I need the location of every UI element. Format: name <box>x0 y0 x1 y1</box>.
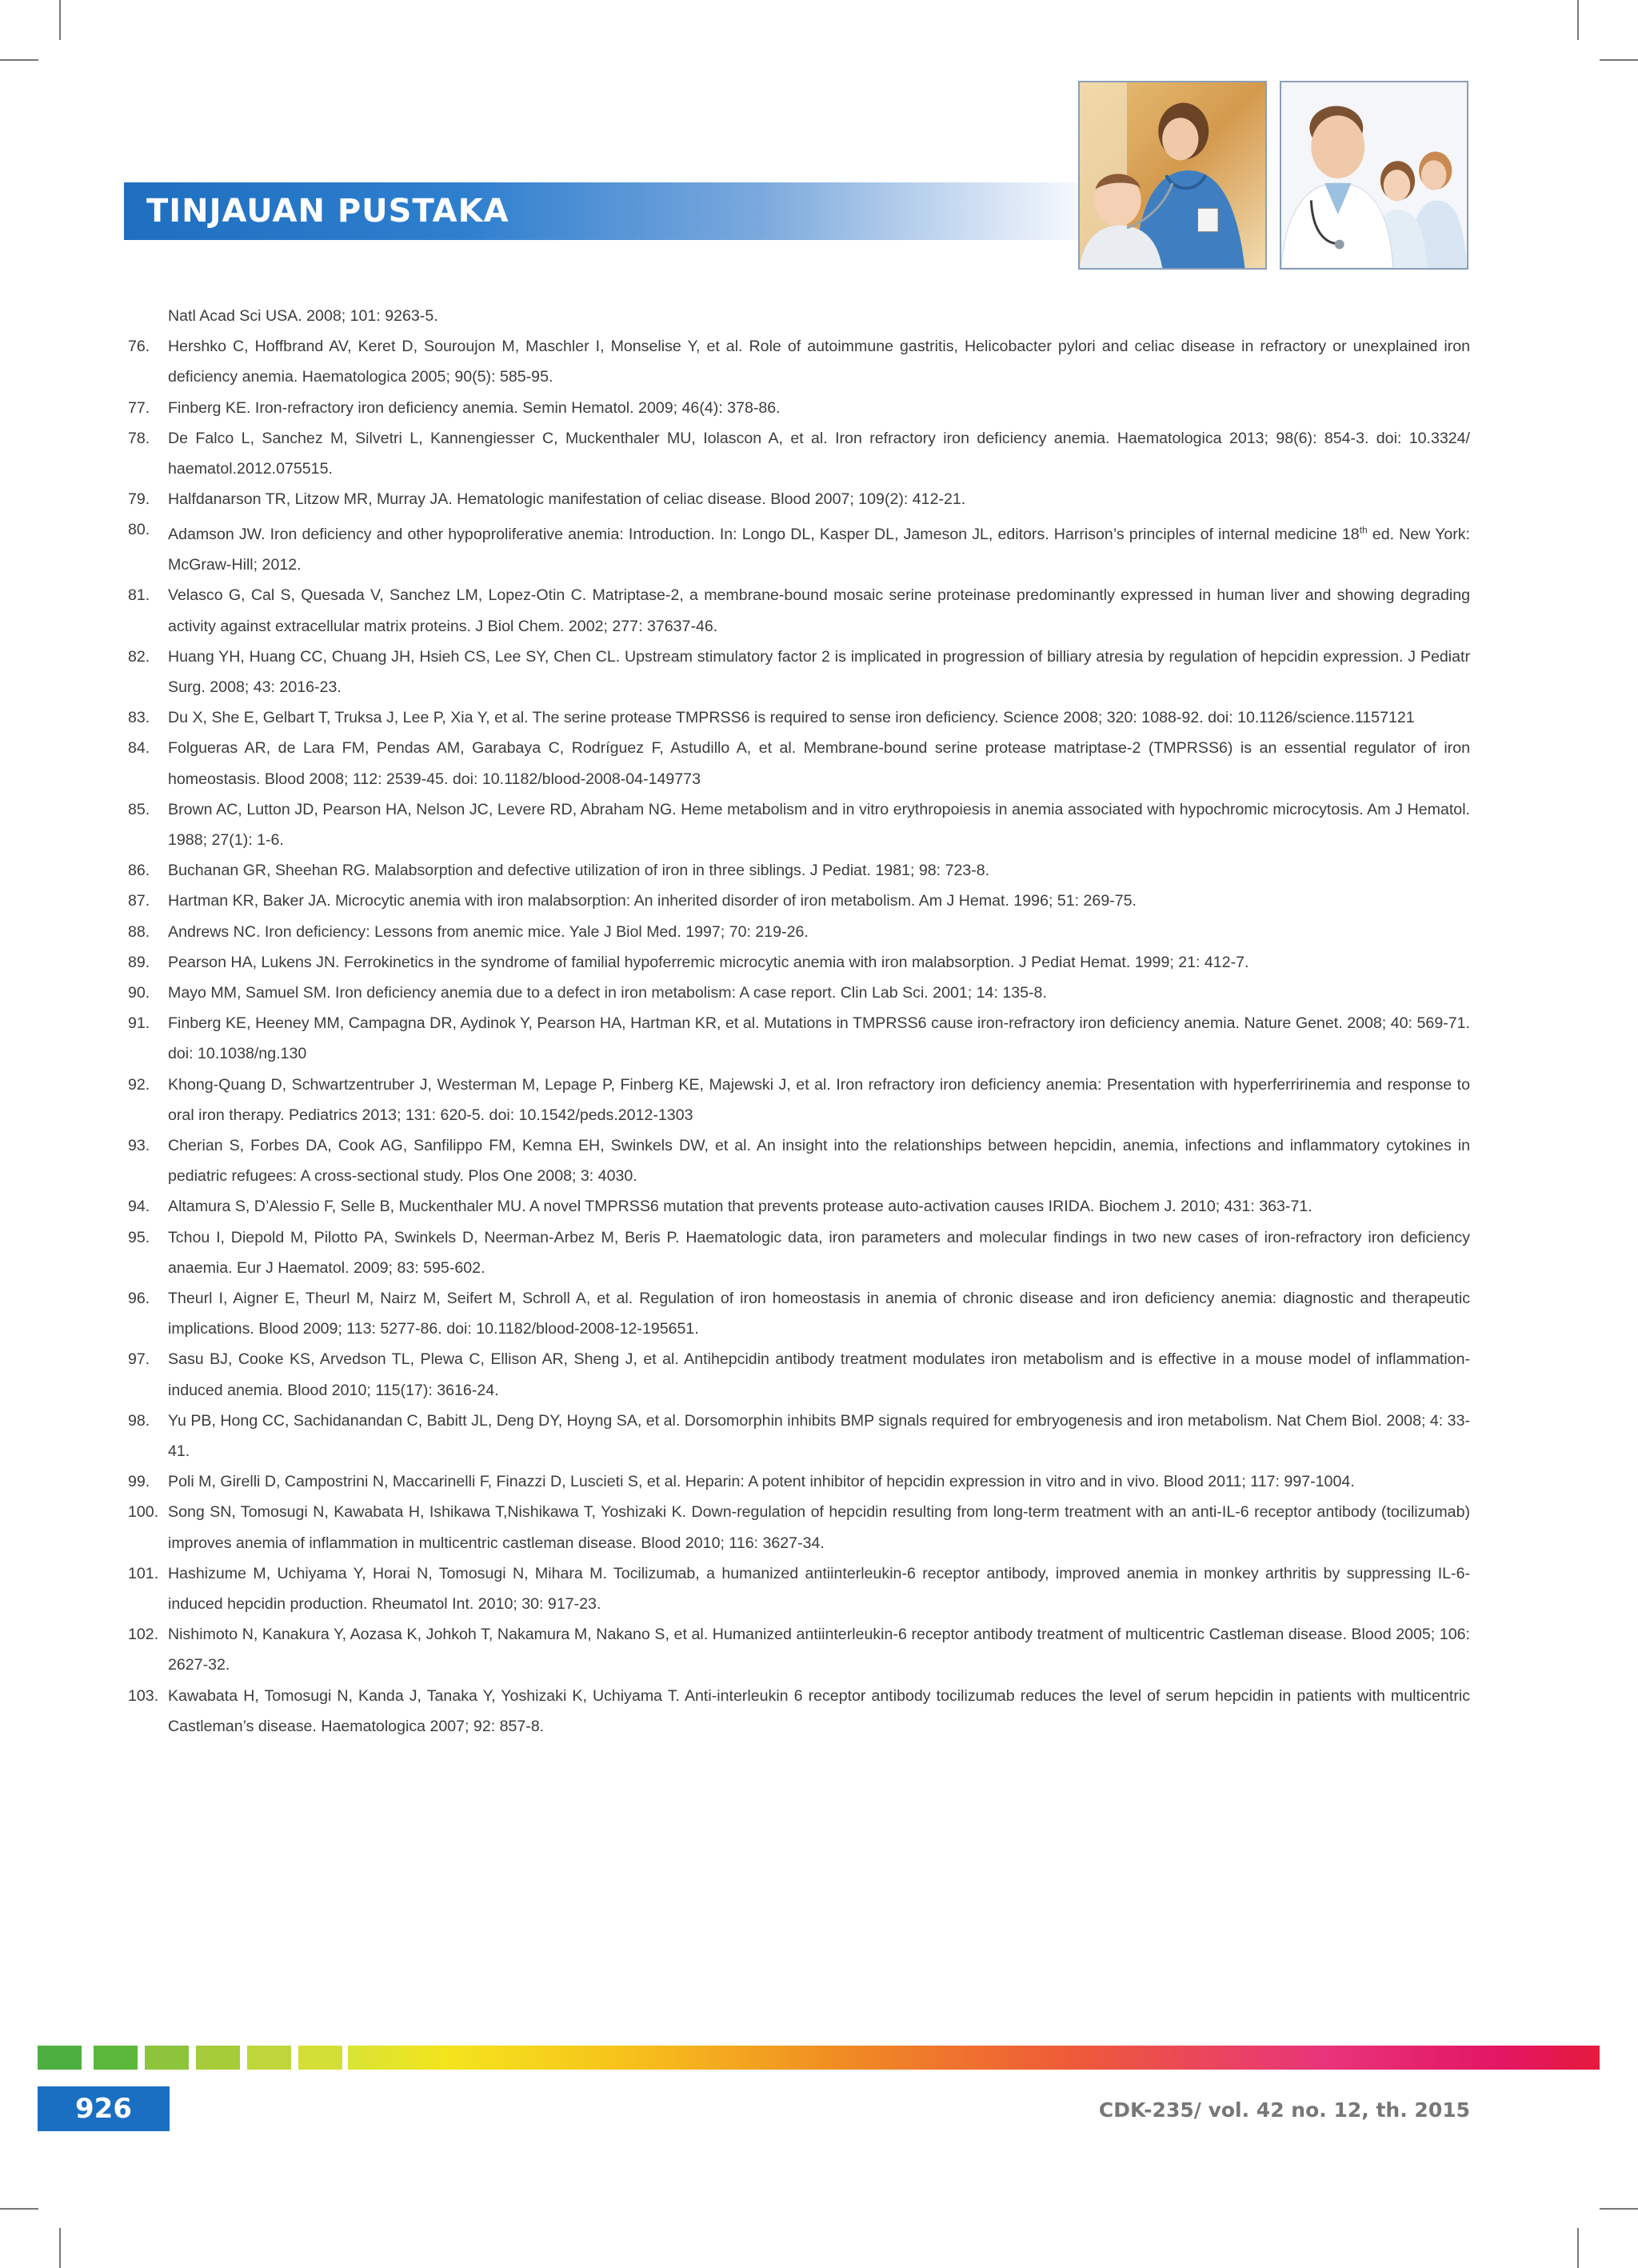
crop-mark <box>1600 59 1638 61</box>
reference-text: Brown AC, Lutton JD, Pearson HA, Nelson JC, Levere RD, Abraham NG. Heme metabolism and in vitro erythropoiesis in anemia associated with hypochromic microcytosis. Am J Hematol. 1988; 27(1): 1-6. <box>168 800 1470 849</box>
reference-number: 102. <box>128 1626 159 1644</box>
reference-text: Hershko C, Hoffbrand AV, Keret D, Souroujon M, Maschler I, Monselise Y, et al. Role of autoimmune gastritis, Helicobacter pylori and celiac disease in refractory or unexplained iron deficiency anemia. Haematologica 2005; 90(5): 585-95. <box>168 338 1470 386</box>
reference-number: 86. <box>128 862 150 880</box>
reference-item <box>128 331 1470 392</box>
reference-text: Tchou I, Diepold M, Pilotto PA, Swinkels D, Neerman-Arbez M, Beris P. Haematologic data, iron parameters and molecular findings in two new cases of iron-refractory iron deficiency anaemia. Eur J Haematol. 2009; 83: 595-602. <box>168 1228 1470 1277</box>
reference-item <box>128 1008 1470 1069</box>
reference-item <box>128 1191 1470 1222</box>
reference-item <box>128 702 1470 733</box>
reference-text: Hartman KR, Baker JA. Microcytic anemia with iron malabsorption: An inherited disorder of iron metabolism. Am J Hemat. 1996; 51: 269-75. <box>168 892 1137 910</box>
reference-item <box>128 978 1470 1008</box>
footer-stripe-square <box>247 2046 291 2070</box>
reference-text: Poli M, Girelli D, Campostrini N, Maccarinelli F, Finazzi D, Luscieti S, et al. Heparin: A potent inhibitor of hepcidin expression in vitro and in vivo. Blood 2011; 117: 997-1004. <box>168 1473 1355 1491</box>
footer-stripe-square <box>94 2046 138 2070</box>
reference-number: 96. <box>128 1290 150 1308</box>
reference-number: 92. <box>128 1075 150 1094</box>
reference-text: Kawabata H, Tomosugi N, Kanda J, Tanaka Y, Yoshizaki K, Uchiyama T. Anti-interleukin 6 receptor antibody tocilizumab reduces the level of serum hepcidin in patients with multicentric Castleman’s disease. Haematologica 2007; 92: 857-8. <box>168 1686 1470 1735</box>
doctors-team-photo <box>1280 81 1468 270</box>
crop-mark <box>1577 2228 1579 2268</box>
reference-item <box>128 484 1470 514</box>
reference-number: 97. <box>128 1350 150 1369</box>
section-title: TINJAUAN PUSTAKA <box>146 193 509 230</box>
reference-text: Song SN, Tomosugi N, Kawabata H, Ishikawa T,Nishikawa T, Yoshizaki K. Down-regulation of hepcidin resulting from long-term treatment with an anti-IL-6 receptor antibody (tocilizumab) improves anemia of inflammation in multicentric castleman disease. Blood 2010; 116: 3627-34. <box>168 1503 1470 1552</box>
reference-item <box>128 1070 1470 1130</box>
reference-text: Cherian S, Forbes DA, Cook AG, Sanfilippo FM, Kemna EH, Swinkels DW, et al. An insight into the relationships between hepcidin, anemia, infections and inflammatory cytokines in pediatric refugees: A cross-sectional study. Plos One 2008; 3: 4030. <box>168 1137 1470 1186</box>
footer-stripe-square <box>145 2046 189 2070</box>
reference-item <box>128 1558 1470 1619</box>
reference-number: 99. <box>128 1473 150 1491</box>
footer-stripe-square <box>38 2046 82 2070</box>
crop-mark <box>59 0 61 40</box>
reference-text: Du X, She E, Gelbart T, Truksa J, Lee P, Xia Y, et al. The serine protease TMPRSS6 is required to sense iron deficiency. Science 2008; 320: 1088-92. doi: 10.1126/science.1157121 <box>168 709 1415 727</box>
reference-number: 98. <box>128 1411 150 1430</box>
footer-stripe-square <box>298 2046 342 2070</box>
reference-item <box>128 514 1470 580</box>
reference-text-part: Adamson JW. Iron deficiency and other hypoproliferative anemia: Introduction. In: Longo DL, Kasper DL, Jameson JL, editors. Harrison’s principles of internal medicine 18 <box>168 525 1360 543</box>
reference-number: 89. <box>128 953 150 971</box>
reference-number: 87. <box>128 892 150 910</box>
reference-item <box>128 393 1470 423</box>
reference-number: 101. <box>128 1564 159 1582</box>
journal-info: CDK-235/ vol. 42 no. 12, th. 2015 <box>1098 2098 1470 2122</box>
reference-item <box>128 1466 1470 1497</box>
reference-continuation: Natl Acad Sci USA. 2008; 101: 9263-5. <box>168 307 438 325</box>
reference-text: Hashizume M, Uchiyama Y, Horai N, Tomosugi N, Mihara M. Tocilizumab, a humanized antiinterleukin-6 receptor antibody, improved anemia in monkey arthritis by suppressing IL-6-induced hepcidin production. Rheumatol Int. 2010; 30: 917-23. <box>168 1564 1470 1614</box>
reference-text: Finberg KE, Heeney MM, Campagna DR, Aydinok Y, Pearson HA, Hartman KR, et al. Mutations in TMPRSS6 cause iron-refractory iron deficiency anemia. Nature Genet. 2008; 40: 569-71. doi: 10.1038/ng.130 <box>168 1014 1470 1063</box>
reference-number: 78. <box>128 429 150 447</box>
footer-gradient-bar <box>348 2046 1600 2070</box>
reference-item <box>128 917 1470 947</box>
reference-number: 94. <box>128 1198 150 1216</box>
reference-number: 76. <box>128 338 150 356</box>
reference-number: 95. <box>128 1228 150 1246</box>
reference-text: Folgueras AR, de Lara FM, Pendas AM, Garabaya C, Rodríguez F, Astudillo A, et al. Membrane-bound serine protease matriptase-2 (TMPRSS6) is an essential regulator of iron homeostasis. Blood 2008; 112: 2539-45. doi: 10.1182/blood-2008-04-149773 <box>168 739 1470 788</box>
reference-number: 88. <box>128 922 150 941</box>
reference-text: Pearson HA, Lukens JN. Ferrokinetics in the syndrome of familial hypoferremic microcytic anemia with iron malabsorption. J Pediat Hemat. 1999; 21: 412-7. <box>168 953 1249 971</box>
reference-text: Sasu BJ, Cooke KS, Arvedson TL, Plewa C, Ellison AR, Sheng J, et al. Antihepcidin antibody treatment modulates iron metabolism and is effective in a mouse model of inflammation-induced anemia. Blood 2010; 115(17): 3616-24. <box>168 1350 1470 1399</box>
reference-text <box>168 526 1470 574</box>
reference-item <box>128 1222 1470 1283</box>
crop-mark <box>0 2208 38 2210</box>
reference-item <box>128 733 1470 794</box>
reference-text: Khong-Quang D, Schwartzentruber J, Westerman M, Lepage P, Finberg KE, Majewski J, et al. Iron refractory iron deficiency anemia: Presentation with hyperferririnemia and response to oral iron therapy. Pediatrics 2013; 131: 620-5. doi: 10.1542/peds.2012-1303 <box>168 1075 1470 1124</box>
reference-text-part: ed. New York: McGraw-Hill; 2012. <box>168 525 1470 574</box>
reference-superscript: th <box>1359 524 1368 536</box>
reference-item <box>128 1406 1470 1466</box>
reference-text: Nishimoto N, Kanakura Y, Aozasa K, Johkoh T, Nakamura M, Nakano S, et al. Humanized antiinterleukin-6 receptor antibody treatment of multicentric Castleman disease. Blood 2005; 106: 2627-32. <box>168 1626 1470 1674</box>
reference-item <box>128 580 1470 641</box>
reference-item <box>128 642 1470 702</box>
crop-mark <box>0 59 38 61</box>
reference-text: Yu PB, Hong CC, Sachidanandan C, Babitt JL, Deng DY, Hoyng SA, et al. Dorsomorphin inhibits BMP signals required for embryogenesis and iron metabolism. Nat Chem Biol. 2008; 4: 33-41. <box>168 1411 1470 1461</box>
reference-item <box>128 886 1470 916</box>
reference-text: Velasco G, Cal S, Quesada V, Sanchez LM, Lopez-Otin C. Matriptase-2, a membrane-bound mosaic serine proteinase predominantly expressed in human liver and showing degrading activity against extracellular matrix proteins. J Biol Chem. 2002; 277: 37637-46. <box>168 586 1470 635</box>
reference-text: Theurl I, Aigner E, Theurl M, Nairz M, Seifert M, Schroll A, et al. Regulation of iron homeostasis in anemia of chronic disease and iron deficiency anemia: diagnostic and therapeutic implications. Blood 2009; 113: 5277-86. doi: 10.1182/blood-2008-12-195651. <box>168 1290 1470 1338</box>
reference-item <box>128 947 1470 978</box>
reference-text: Mayo MM, Samuel SM. Iron deficiency anemia due to a defect in iron metabolism: A case report. Clin Lab Sci. 2001; 14: 135-8. <box>168 984 1047 1002</box>
reference-item <box>128 1344 1470 1405</box>
crop-mark <box>59 2228 61 2268</box>
reference-number: 83. <box>128 709 150 727</box>
reference-number: 77. <box>128 398 150 417</box>
reference-number: 93. <box>128 1137 150 1155</box>
reference-number: 82. <box>128 647 150 666</box>
footer-stripe-square <box>196 2046 240 2070</box>
reference-number: 100. <box>128 1503 159 1522</box>
reference-number: 90. <box>128 984 150 1002</box>
medical-staff-photo <box>1078 81 1267 270</box>
reference-number: 103. <box>128 1686 159 1705</box>
reference-text: Huang YH, Huang CC, Chuang JH, Hsieh CS, Lee SY, Chen CL. Upstream stimulatory factor 2 is implicated in progression of billiary atresia by regulation of hepcidin expression. J Pediatr Surg. 2008; 43: 2016-23. <box>168 647 1470 696</box>
page-number: 926 <box>75 2093 132 2125</box>
reference-number: 80. <box>128 521 150 539</box>
reference-item <box>128 855 1470 886</box>
reference-item <box>128 1619 1470 1680</box>
reference-text: Altamura S, D’Alessio F, Selle B, Muckenthaler MU. A novel TMPRSS6 mutation that prevents protease auto-activation causes IRIDA. Biochem J. 2010; 431: 363-71. <box>168 1198 1312 1216</box>
reference-number: 79. <box>128 490 150 509</box>
reference-text: Andrews NC. Iron deficiency: Lessons from anemic mice. Yale J Biol Med. 1997; 70: 219-26. <box>168 922 809 941</box>
crop-mark <box>1577 0 1579 40</box>
reference-item <box>128 1283 1470 1344</box>
reference-item <box>128 1681 1470 1742</box>
reference-item <box>128 1130 1470 1191</box>
reference-text: Finberg KE. Iron-refractory iron deficiency anemia. Semin Hematol. 2009; 46(4): 378-86. <box>168 398 781 417</box>
reference-number: 84. <box>128 739 150 758</box>
reference-number: 81. <box>128 586 150 605</box>
reference-item <box>128 1497 1470 1558</box>
reference-text: De Falco L, Sanchez M, Silvetri L, Kannengiesser C, Muckenthaler MU, Iolascon A, et al. Iron refractory iron deficiency anemia. Haematologica 2013; 98(6): 854-3. doi: 10.3324/ haematol.2012.075515. <box>168 429 1470 478</box>
reference-item <box>128 794 1470 855</box>
reference-number: 85. <box>128 800 150 818</box>
reference-text: Buchanan GR, Sheehan RG. Malabsorption and defective utilization of iron in three siblings. J Pediat. 1981; 98: 723-8. <box>168 862 990 880</box>
reference-number: 91. <box>128 1014 150 1033</box>
reference-item <box>128 423 1470 484</box>
reference-text: Halfdanarson TR, Litzow MR, Murray JA. Hematologic manifestation of celiac disease. Blood 2007; 109(2): 412-21. <box>168 490 966 509</box>
crop-mark <box>1600 2208 1638 2210</box>
reference-list <box>128 301 1470 1742</box>
